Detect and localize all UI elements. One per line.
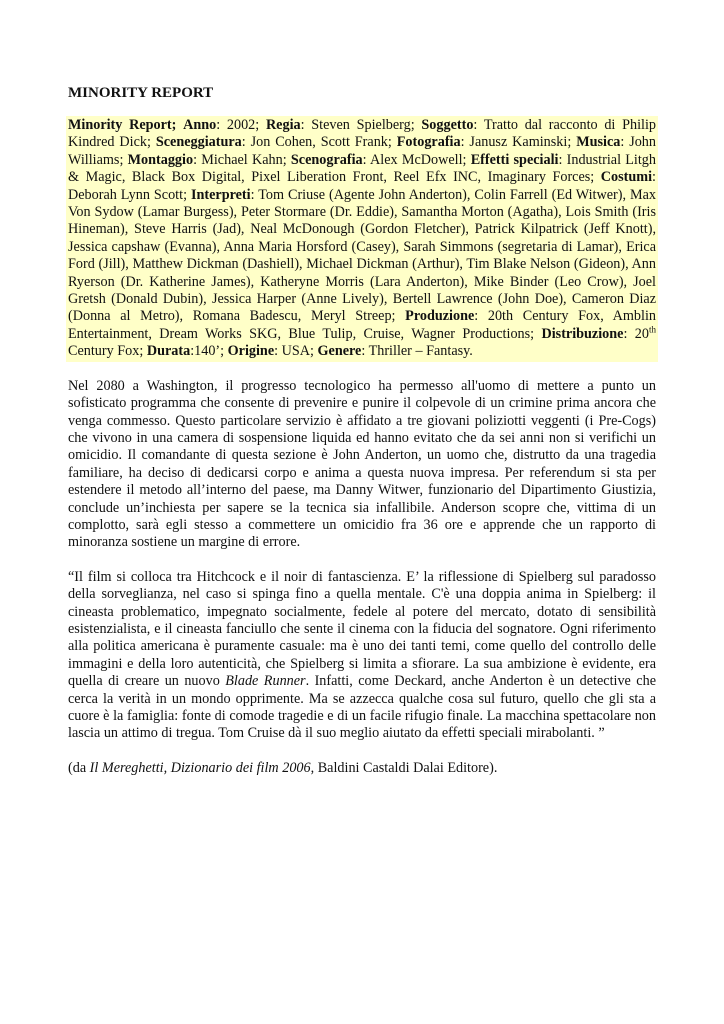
genere-label: Genere [317, 343, 362, 360]
quote-text-part1: “Il film si colloca tra Hitchcock e il noir di fantascienza. E’ la riflessione di Spielberg sul paradosso della sorveglianza, nel caso si spinga fino a quella mentale. C'è una doppia anima in Spielberg: il cineasta problematico, impegnato socialmente, fedele al potere del mercato, dotato di sensibilità esistenzialista, e il cineasta fanciullo che sente il cinema con la fiducia del sognatore. Ogni riferimento alla politica americana è puramente casuale: ma è uno dei tanti temi, come quello del controllo delle immagini e della loro autenticità, che Spielberg si limita a sfiorare. La sua ambizione è evidente, era quella di creare un nuovo [68, 568, 656, 690]
quote-paragraph [68, 569, 656, 743]
anno-value: : 2002; [216, 117, 266, 133]
fotografia-label: Fotografia [396, 134, 461, 151]
source-publisher: , Baldini Castaldi Dalai Editore). [310, 759, 498, 776]
sceneggiatura-value: : Jon Cohen, Scott Frank; [241, 134, 397, 151]
source-book-title: Il Mereghetti, Dizionario dei film 2006 [89, 759, 311, 776]
distribuzione-value: : 20 [623, 325, 649, 342]
interpreti-label: Interpreti [190, 186, 251, 203]
musica-label: Musica [576, 134, 621, 151]
effetti-label: Effetti speciali [470, 151, 559, 168]
musica-value: : John Williams; [68, 134, 656, 168]
montaggio-value: : Michael Kahn; [193, 151, 291, 168]
anno-label: Anno [183, 117, 217, 133]
plot-paragraph: Nel 2080 a Washington, il progresso tecnologico ha permesso all'uomo di mettere a punto un sofisticato programma che consente di prevenire e punire il colpevole di un crimine prima ancora che venga commesso. Questo particolare servizio è affidato a tre giovani poliziotti veggenti (i Pre-Cogs) che vivono in una camera di sospensione liquida ed hanno evitato che da sei anni non si verifichi un omicidio. Il comandante di questa sezione è John Anderton, un uomo che, distrutto da una tragedia familiare, ha deciso di dedicarsi corpo e anima a questa nuova impresa. Per referendum si sta per estendere il metodo all’interno del paese, ma Danny Witwer, funzionario del Dipartimento Giustizia, conclude un’inchiesta per sapere se la tecnica sia infallibile. Anderson scopre che, vittima di un complotto, sarà egli stesso a commettere un omicidio fra 36 ore e apprende che un rapporto di minoranza sostiene un margine di errore. [68, 377, 656, 551]
quote-text-part2: . Infatti, come Deckard, anche Anderton è un detective che cerca la verità in un mondo opprimente. Ma se azzecca qualche cosa sul futuro, quello che gli sta a cuore è la famiglia: fonte di comode tragedie e di un facile rifugio finale. La macchina spettacolare non lascia un attimo di tregua. Tom Cruise dà il suo meglio aiutato da effetti speciali mirabolanti. ” [68, 673, 656, 742]
durata-value: :140’; [190, 343, 228, 360]
durata-label: Durata [146, 343, 191, 360]
regia-label: Regia [265, 117, 301, 133]
soggetto-value: : Tratto dal racconto di Philip Kindred Dick; [68, 117, 656, 151]
montaggio-label: Montaggio [127, 151, 194, 168]
genere-value: : Thriller – Fantasy. [361, 343, 473, 360]
document-title: MINORITY REPORT [68, 85, 214, 101]
sceneggiatura-label: Sceneggiatura [155, 134, 242, 151]
soggetto-label: Soggetto [421, 117, 474, 133]
film-label: Minority Report; [68, 117, 177, 133]
document-page [68, 84, 656, 794]
produzione-value: : 20th Century Fox, Amblin Entertainment, Dream Works SKG, Blue Tulip, Cruise, Wagner Productions; [68, 308, 656, 342]
fotografia-value: : Janusz Kaminski; [460, 134, 577, 151]
source-open: (da [68, 759, 90, 776]
credits-block [66, 116, 658, 362]
costumi-value: : Deborah Lynn Scott; [68, 169, 656, 203]
distribuzione-value-rest: Century Fox; [68, 343, 147, 360]
regia-value: : Steven Spielberg; [300, 117, 422, 133]
origine-value: : USA; [274, 343, 318, 360]
interpreti-value: : Tom Criuse (Agente John Anderton), Colin Farrell (Ed Witwer), Max Von Sydow (Lamar Burgess), Peter Stormare (Dr. Eddie), Samantha Morton (Agatha), Lois Smith (Iris Hineman), Steve Harris (Jad), Neal McDonough (Gordon Fletcher), Patrick Kilpatrick (Jeff Knott), Jessica capshaw (Evanna), Anna Maria Horsford (Casey), Sarah Simmons (segretaria di Lamar), Erica Ford (Jill), Matthew Dickman (Dashiell), Michael Dickman (Arthur), Tim Blake Nelson (Gideon), Ann Ryerson (Dr. Katherine James), Katheryne Morris (Lara Anderton), Mike Binder (Leo Crow), Joel Gretsh (Donald Dubin), Jessica Harper (Anne Lively), Bertell Lawrence (John Doe), Cameron Diaz (Donna al Metro), Romana Badescu, Meryl Streep; [68, 186, 656, 325]
quote-film-title: Blade Runner [225, 673, 306, 690]
distribuzione-superscript: th [648, 324, 656, 335]
produzione-label: Produzione [405, 308, 475, 325]
source-citation [68, 760, 656, 777]
effetti-value: : Industrial Litgh & Magic, Black Box Digital, Pixel Liberation Front, Reel Efx INC, Imaginary Forces; [68, 151, 656, 186]
costumi-label: Costumi [600, 169, 653, 186]
scenografia-label: Scenografia [290, 151, 363, 168]
scenografia-value: : Alex McDowell; [362, 151, 471, 168]
distribuzione-label: Distribuzione [541, 325, 624, 342]
origine-label: Origine [227, 343, 275, 360]
